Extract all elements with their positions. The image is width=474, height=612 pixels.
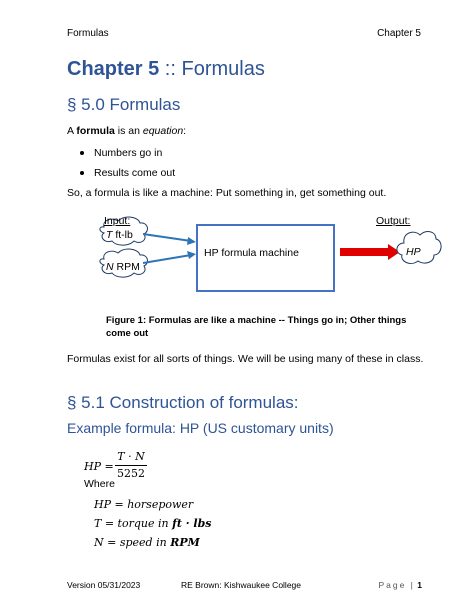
definition-lhs: N = [94,536,120,549]
definition-lhs: HP = [94,498,128,511]
chapter-title-rest: :: Formulas [159,58,265,80]
intro-mid: is an [114,125,143,137]
input-torque [106,229,133,241]
formula-lhs: HP = [84,460,114,473]
input-label: Input: [104,215,131,227]
input-arrow-2-head [187,251,196,259]
intro-line [67,125,186,137]
definition-row [94,536,200,549]
output-label: Output: [376,215,411,227]
footer-page-number: 1 [417,580,422,590]
example-heading: Example formula: HP (US customary units) [67,420,334,436]
intro-emph: equation [142,125,184,137]
footer-page-label: Page | [378,580,415,590]
bullet-text: Numbers go in [94,147,163,159]
fraction-bar [115,465,147,466]
definition-row [94,517,211,530]
definition-rhs: speed in [119,536,171,549]
input-torque-unit: ft-lb [112,229,133,241]
chapter-title [67,58,265,81]
bullet-item [80,147,162,159]
bullet-item [80,167,175,179]
bullet-text: Results come out [94,167,176,179]
input-speed-var: N [106,261,114,273]
figure-caption: Figure 1: Formulas are like a machine -- Things go in; Other things come out [106,315,407,339]
output-value: HP [406,246,421,258]
definition-unit: ft · lbs [172,517,212,530]
section-5-1-heading: § 5.1 Construction of formulas: [67,393,299,412]
input-speed [106,261,140,273]
definition-row [94,498,193,511]
bullet-dot-icon [80,171,84,175]
chapter-title-bold: Chapter 5 [67,58,160,80]
definition-unit: RPM [170,536,200,549]
input-torque-var: T [106,229,113,241]
footer-page [378,580,422,590]
input-speed-unit: RPM [113,261,140,273]
header-right: Chapter 5 [377,28,421,39]
header-left: Formulas [67,28,109,39]
intro-suffix: : [183,125,187,137]
machine-sentence: So, a formula is like a machine: Put something in, get something out. [67,187,387,199]
footer-author: RE Brown: Kishwaukee College [181,580,302,590]
where-label: Where [84,478,115,490]
formula-numerator: T · N [117,450,145,463]
intro-term: formula [76,125,115,137]
definition-rhs: horsepower [127,498,194,511]
output-arrow-shaft [340,248,388,256]
definition-rhs: torque in [117,517,173,530]
machine-label: HP formula machine [204,247,299,259]
definition-lhs: T = [94,517,118,530]
formula-denominator: 5252 [117,467,145,480]
bullet-dot-icon [80,151,84,155]
input-arrow-1-head [187,237,196,245]
footer-version: Version 05/31/2023 [67,580,141,590]
intro-prefix: A [67,125,77,137]
exist-sentence: Formulas exist for all sorts of things. We will be using many of these in class. [67,353,424,365]
section-5-0-heading: § 5.0 Formulas [67,95,181,114]
